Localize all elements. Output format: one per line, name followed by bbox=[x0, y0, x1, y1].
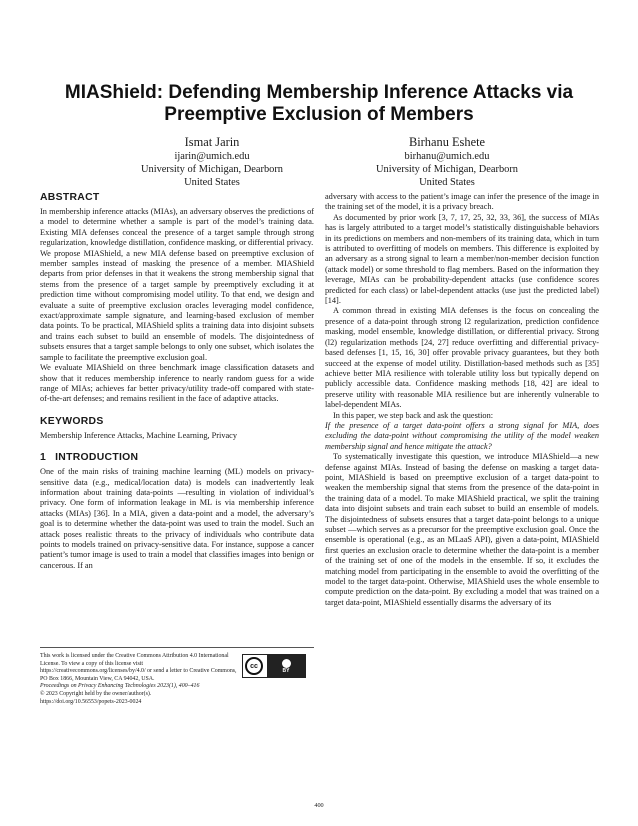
author-affiliation: University of Michigan, Dearborn bbox=[376, 164, 518, 175]
author-block bbox=[337, 135, 557, 189]
page-number: 400 bbox=[314, 802, 324, 809]
research-question: If the presence of a target data-point offers a strong signal for MIA, does excluding the data-point without compromising the utility of the model weaken membership signal and hence mitigate the attack? bbox=[325, 420, 599, 451]
body-paragraph: A common thread in existing MIA defenses is the focus on concealing the presence of a data-point through strong l2 regularization, prediction confidence masking, model ensemble, knowledge distillation, or differential privacy. Strong (l2) regularization methods [24, 27] reduce overfitting and differential privacy-based defenses [1, 15, 16, 30] offer provable privacy guarantees, but they both succeed at the expense of model utility. Distillation-based methods such as [35] achieve better MIA resilience with tolerable utility loss but typically depend on publicly accessible data. Confidence masking methods [18, 42] are ideal to preserve utility with reasonable MIA resilience but are inherently vulnerable to label-dependent MIAs. bbox=[325, 306, 599, 410]
abstract-heading: ABSTRACT bbox=[40, 192, 100, 203]
author-country: United States bbox=[184, 177, 240, 188]
keywords-text: Membership Inference Attacks, Machine Learning, Privacy bbox=[40, 430, 237, 440]
abstract-paragraph: We propose MIAShield, a new MIA defense based on preemptive exclusion of member samples instead of masking the presence of a member. MIAShield departs from prior defenses in that it weakens the strong membership signal that stems from the presence of a target sample by preemptively excluding it at prediction time without compromising model utility. To that end, we design and evaluate a suite of preemptive exclusion oracles leveraging model confidence, exact/approximate sample signature, and learning-based exclusion of member data points. To be practical, MIAShield splits a training data into disjoint subsets and trains each subset to build an ensemble of models. The disjointedness of subsets ensures that a target sample belongs to only one subset, which isolates the sample to facilitate the preemptive exclusion goal. bbox=[40, 248, 314, 362]
doi-link[interactable]: https://doi.org/10.56553/popets-2023-0024 bbox=[40, 698, 142, 705]
author-name: Ismat Jarin bbox=[184, 135, 240, 149]
abstract-paragraph: We evaluate MIAShield on three benchmark image classification datasets and show that it reduces membership inference to nearly random guess for a wide range of MIAs; achieves far better privacy/utility trade-off compared with state-of-the-art defenses; and remains resilient in the face of adaptive attacks. bbox=[40, 363, 314, 404]
author-block bbox=[102, 135, 322, 189]
abstract-paragraph: In membership inference attacks (MIAs), an adversary observes the predictions of a model to determine whether a sample is part of the model’s training data. Existing MIA defenses conceal the presence of a target sample through strong regularization, knowledge distillation, confidence masking, or differential privacy. bbox=[40, 207, 314, 248]
license-text: This work is licensed under the Creative Commons Attribution 4.0 International License. To view a copy of this license visit https://creativecommons.org/licenses/by/4.0/ or send a letter to Creative Commons, PO Box 1866, Mountain View, CA 94042, USA. bbox=[40, 653, 237, 682]
copyright-text: © 2023 Copyright held by the owner/author(s). bbox=[40, 690, 152, 697]
author-country: United States bbox=[419, 177, 475, 188]
cc-by-license-icon bbox=[242, 654, 306, 678]
section-title: INTRODUCTION bbox=[55, 452, 139, 464]
author-name: Birhanu Eshete bbox=[408, 135, 486, 149]
cc-logo-icon: cc bbox=[245, 657, 263, 675]
left-column bbox=[40, 192, 314, 571]
author-email: ijarin@umich.edu bbox=[174, 151, 250, 162]
keywords-heading: KEYWORDS bbox=[40, 415, 104, 427]
journal-citation: Proceedings on Privacy Enhancing Technologies 2023(1), 400–416 bbox=[40, 683, 200, 690]
section-number: 1 bbox=[40, 452, 47, 464]
body-paragraph: adversary with access to the patient’s image can infer the presence of the image in the training set of the model, it is a privacy breach. bbox=[325, 192, 599, 212]
introduction-heading bbox=[40, 452, 314, 464]
paper-title: MIAShield: Defending Membership Inference Attacks via Preemptive Exclusion of Members bbox=[64, 82, 574, 125]
body-paragraph: In this paper, we step back and ask the question: bbox=[333, 410, 494, 420]
author-affiliation: University of Michigan, Dearborn bbox=[141, 164, 283, 175]
by-label: BY bbox=[282, 667, 290, 674]
body-paragraph: To systematically investigate this question, we introduce MIAShield—a new defense against MIAs. Instead of basing the defense on masking a target data-point, MIAShield is based on preemptive exclusion of a target data-point to weaken the membership signal that stems from the presence of the data-point in the training data of a model. To make MIAShield practical, we split the training data into disjoint subsets and train each subset to build an ensemble of models. The disjointedness of subsets ensures that a target data-point belongs to a unique subset —which serves as a precursor for the preemptive exclusion goal. Once the ensemble is operational (e.g., as an MLaaS API), given a data-point, MIAShield first queries an exclusion oracle to determine whether the data-point is a member of the training set of one of the models in the ensemble. If so, it excludes the matching model from participating in the ensemble to avoid the overfitting of the model to the target data-point. Otherwise, MIAShield uses the whole ensemble to compute prediction on the data-point. By excluding a model that was trained on a target data-point, MIAShield essentially disarms the adversary of its bbox=[325, 452, 599, 607]
by-attribution-icon bbox=[267, 655, 305, 677]
body-paragraph: As documented by prior work [3, 7, 17, 25, 32, 33, 36], the success of MIAs has is largely attributed to a target model’s statistically distinguishable behaviors in its predictions on members and non-members of its training data, which in turn is attributed to overfitting of models on members. This difference is exploited by an adversary as a strong signal to learn a member/non-member decision function (attack model) or some threshold to flag members. Based on the information they leverage, MIAs can be probability-dependent attacks (use confidence scores predicted for each class) or label-dependent attacks (use just the predicted label) [14]. bbox=[325, 212, 599, 306]
right-column bbox=[325, 192, 599, 608]
person-icon bbox=[282, 659, 291, 668]
introduction-paragraph: One of the main risks of training machine learning (ML) models on privacy-sensitive data (e.g., medical/location data) is models can inadvertently leak information about training data-points —resulting in violation of individual’s privacy. One form of information leakage in ML is via membership inference attacks (MIAs) [36]. In a MIA, given a data-point and a model, the adversary’s goal is to determine whether the data-point was used to train the model. Such an attack poses realistic threats to the privacy of individuals who contribute data points to models trained on privacy-sensitive data. For instance, suppose a cancer patient’s tumor image is used to train a model that classifies images into benign or cancerous. If an bbox=[40, 467, 314, 570]
author-email: birhanu@umich.edu bbox=[404, 151, 490, 162]
